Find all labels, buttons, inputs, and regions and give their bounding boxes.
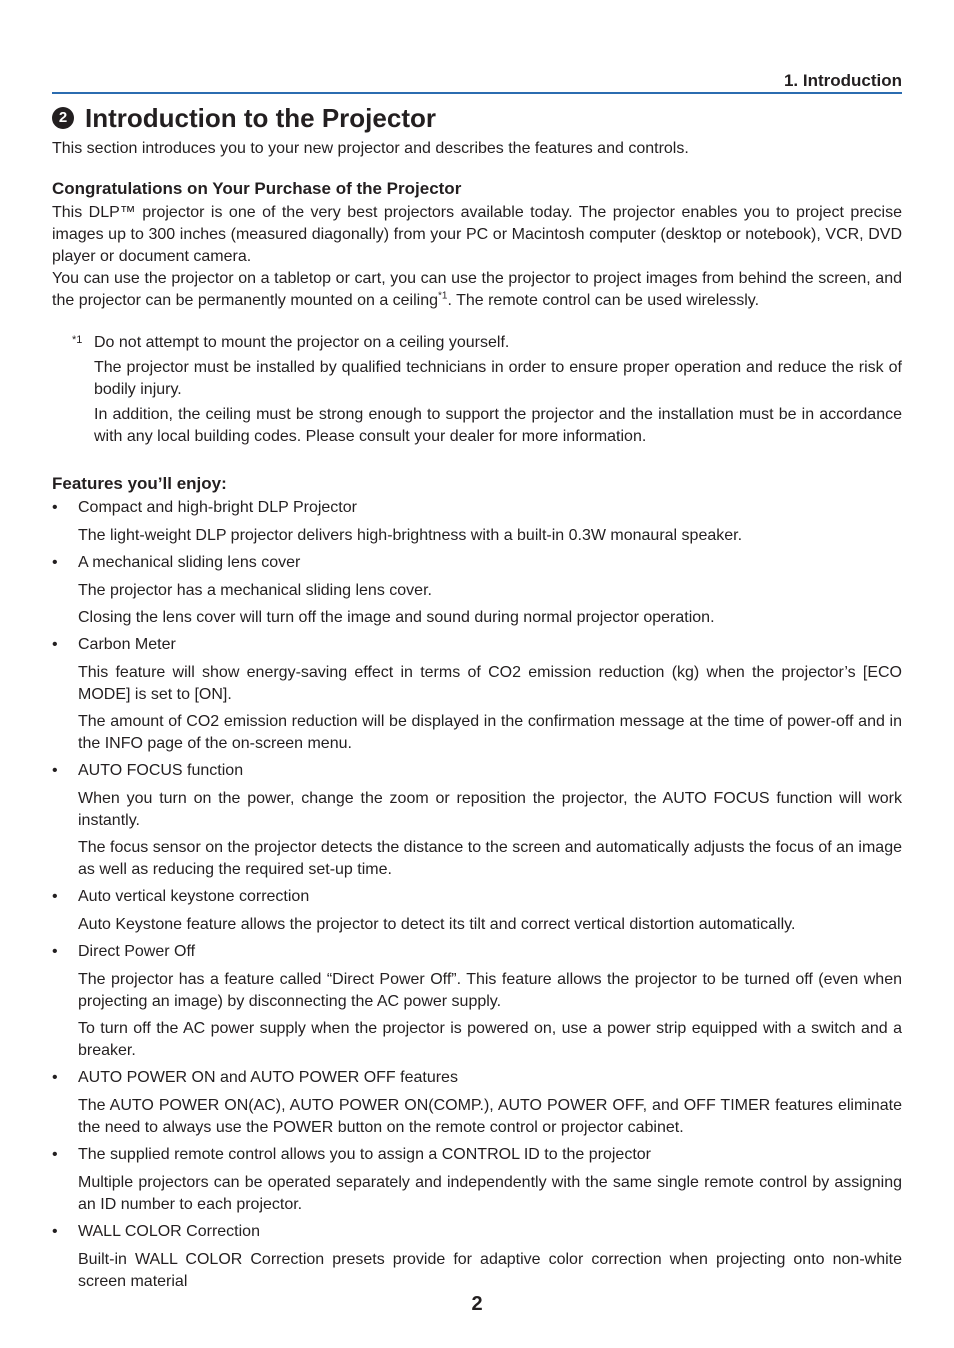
footnote xyxy=(52,332,902,451)
footnote-body xyxy=(94,332,902,451)
footnote-line: Do not attempt to mount the projector on a ceiling yourself. xyxy=(94,334,510,351)
feature-description xyxy=(78,914,902,936)
feature-item xyxy=(52,1221,902,1293)
footnote-mark: *1 xyxy=(72,334,83,346)
bullet-icon: • xyxy=(52,943,58,960)
congrats-paragraph-1: This DLP™ projector is one of the very best projectors available today. The projector enables you to project precise images up to 300 inches (measured diagonally) from your PC or Macintosh computer (desktop or notebook), VCR, DVD player or document camera. xyxy=(52,204,902,265)
feature-description xyxy=(78,580,902,629)
feature-description xyxy=(78,1095,902,1139)
feature-title: Compact and high-bright DLP Projector xyxy=(78,499,357,516)
congrats-paragraph-2-end: . The remote control can be used wirelessly. xyxy=(447,292,760,309)
features-heading: Features you’ll enjoy: xyxy=(52,474,227,493)
feature-item xyxy=(52,886,902,936)
feature-desc-line: The light-weight DLP projector delivers high-brightness with a built-in 0.3W monaural speaker. xyxy=(78,527,743,544)
feature-desc-line: Closing the lens cover will turn off the image and sound during normal projector operation. xyxy=(78,609,715,626)
feature-title: A mechanical sliding lens cover xyxy=(78,554,301,571)
intro-paragraph: This section introduces you to your new projector and describes the features and controls. xyxy=(52,140,689,157)
feature-item xyxy=(52,1144,902,1216)
feature-description xyxy=(78,969,902,1062)
feature-item xyxy=(52,497,902,547)
footnote-line: The projector must be installed by qualified technicians in order to ensure proper operation and reduce the risk of bodily injury. xyxy=(94,359,902,398)
feature-title: The supplied remote control allows you to assign a CONTROL ID to the projector xyxy=(78,1146,651,1163)
footnote-line: In addition, the ceiling must be strong enough to support the projector and the installation must be in accordance with any local building codes. Please consult your dealer for more information. xyxy=(94,406,902,445)
feature-desc-line: The amount of CO2 emission reduction will be displayed in the confirmation message at the time of power-off and in the INFO page of the on-screen menu. xyxy=(78,713,902,752)
feature-title: Carbon Meter xyxy=(78,636,176,653)
page-title-text: Introduction to the Projector xyxy=(85,103,436,133)
feature-title: AUTO POWER ON and AUTO POWER OFF features xyxy=(78,1069,458,1086)
bullet-icon: • xyxy=(52,762,58,779)
feature-item xyxy=(52,941,902,1062)
feature-desc-line: The projector has a feature called “Direct Power Off”. This feature allows the projector to be turned off (even when projecting an image) by disconnecting the AC power supply. xyxy=(78,971,902,1010)
running-header xyxy=(52,70,902,94)
feature-desc-line: Auto Keystone feature allows the projector to detect its tilt and correct vertical distortion automatically. xyxy=(78,916,796,933)
bullet-icon: • xyxy=(52,499,58,516)
feature-desc-line: When you turn on the power, change the zoom or reposition the projector, the AUTO FOCUS function will work instantly. xyxy=(78,790,902,829)
feature-desc-line: The focus sensor on the projector detects the distance to the screen and automatically adjusts the focus of an image as well as reducing the required set-up time. xyxy=(78,839,902,878)
bullet-icon: • xyxy=(52,636,58,653)
bullet-icon: • xyxy=(52,554,58,571)
congrats-paragraph-2 xyxy=(52,268,902,312)
congrats-paragraph-2-text: You can use the projector on a tabletop or cart, you can use the projector to project images from behind the screen, and the projector can be permanently mounted on a ceiling xyxy=(52,270,902,309)
main-content xyxy=(52,176,902,1298)
feature-title: WALL COLOR Correction xyxy=(78,1223,260,1240)
bullet-icon: • xyxy=(52,1223,58,1240)
footnote-ref: *1 xyxy=(438,290,448,302)
feature-title: AUTO FOCUS function xyxy=(78,762,244,779)
feature-desc-line: The AUTO POWER ON(AC), AUTO POWER ON(COMP.), AUTO POWER OFF, and OFF TIMER features eliminate the need to always use the POWER button on the remote control or projector cabinet. xyxy=(78,1097,902,1136)
page-title xyxy=(52,101,902,135)
page-number: 2 xyxy=(471,1293,483,1315)
feature-description xyxy=(78,1172,902,1216)
features-list xyxy=(52,497,902,1293)
feature-description xyxy=(78,788,902,881)
feature-item xyxy=(52,760,902,881)
feature-description xyxy=(78,525,902,547)
feature-item xyxy=(52,634,902,755)
bullet-icon: • xyxy=(52,1146,58,1163)
congrats-heading: Congratulations on Your Purchase of the Projector xyxy=(52,179,462,198)
feature-desc-line: To turn off the AC power supply when the projector is powered on, use a power strip equipped with a switch and a breaker. xyxy=(78,1020,902,1059)
feature-desc-line: This feature will show energy-saving effect in terms of CO2 emission reduction (kg) when the projector’s [ECO MODE] is set to [ON]. xyxy=(78,664,902,703)
bullet-icon: • xyxy=(52,1069,58,1086)
feature-title: Auto vertical keystone correction xyxy=(78,888,310,905)
section-label: 1. Introduction xyxy=(783,71,902,90)
feature-title: Direct Power Off xyxy=(78,943,196,960)
bullet-icon: • xyxy=(52,888,58,905)
section-number-badge: 2 xyxy=(52,107,74,129)
feature-desc-line: Built-in WALL COLOR Correction presets provide for adaptive color correction when projecting onto non-white screen material xyxy=(78,1251,902,1290)
feature-description xyxy=(78,662,902,755)
feature-desc-line: Multiple projectors can be operated separately and independently with the same single remote control by assigning an ID number to each projector. xyxy=(78,1174,902,1213)
feature-item xyxy=(52,552,902,629)
feature-item xyxy=(52,1067,902,1139)
feature-desc-line: The projector has a mechanical sliding lens cover. xyxy=(78,582,432,599)
feature-description xyxy=(78,1249,902,1293)
